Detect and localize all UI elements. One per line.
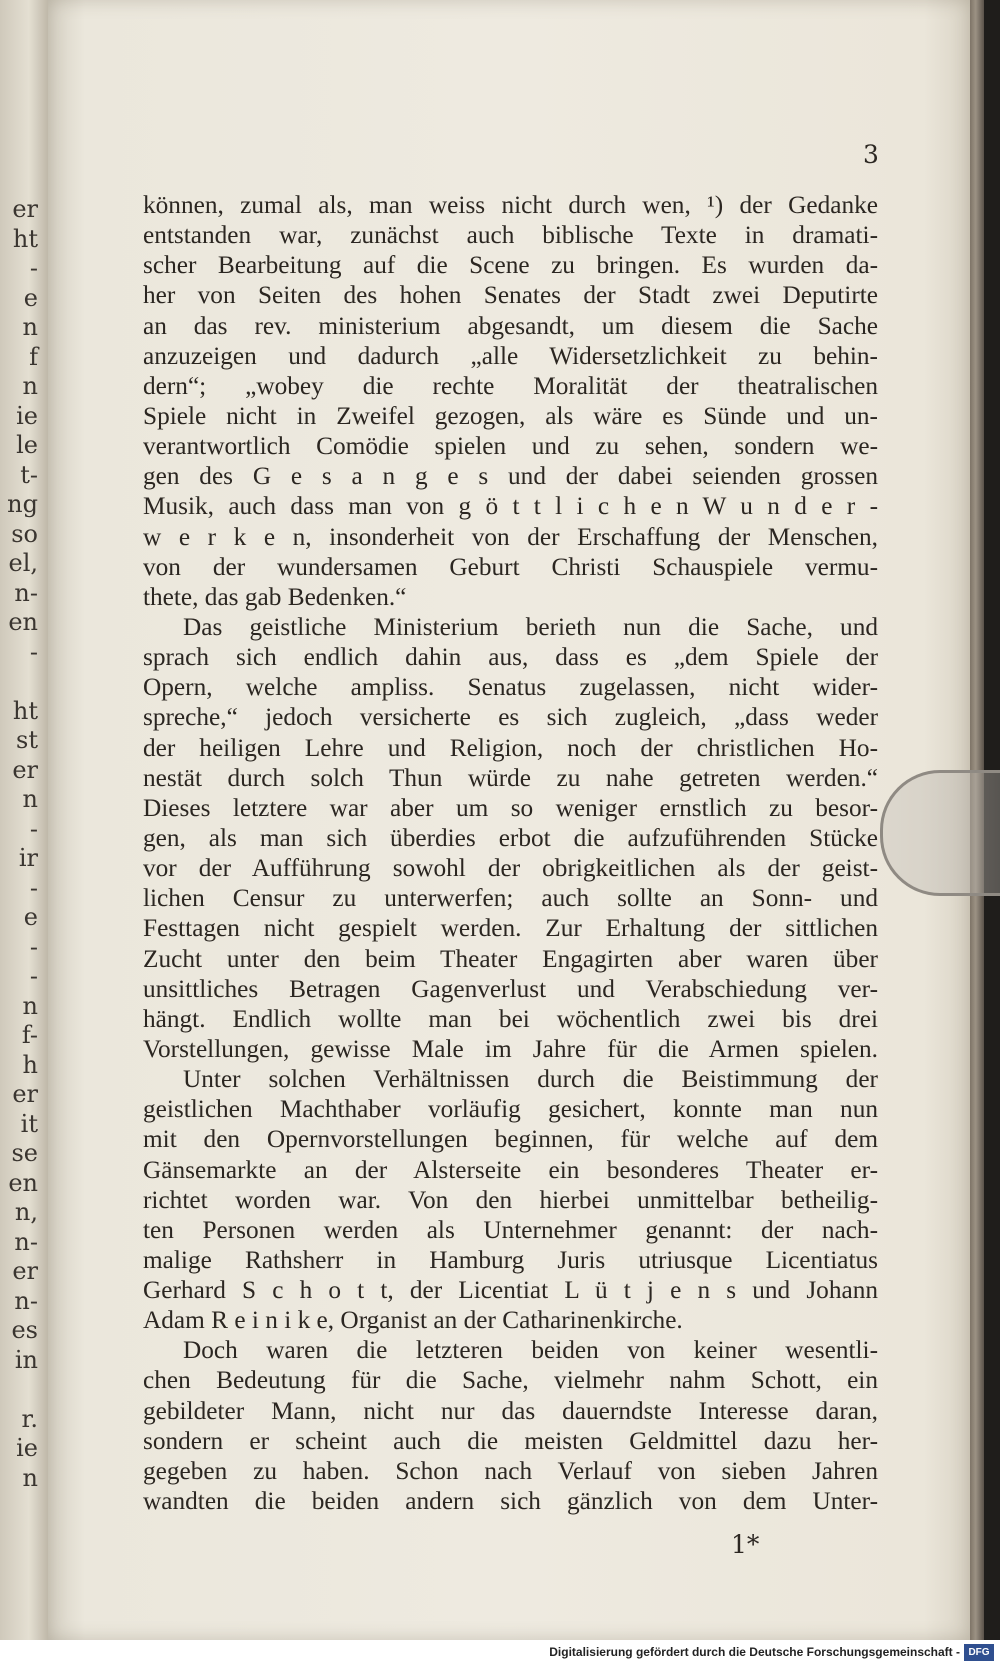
body-text: [143, 190, 878, 1516]
left-page-fragment: it: [20, 1109, 38, 1138]
text-line: hängt. Endlich wollte man bei wöchentlich zwei bis drei: [143, 1004, 878, 1033]
text-line: Opern, welche ampliss. Senatus zugelassen, nicht wider-: [143, 673, 878, 702]
text-line: Zucht unter den beim Theater Engagirten aber waren über: [143, 944, 878, 973]
text-line: Doch waren die letzteren beiden von keiner wesentli-: [183, 1336, 878, 1365]
left-page-fragment: so: [11, 519, 38, 548]
text-line: richtet worden war. Von den hierbei unmittelbar betheilig-: [143, 1185, 878, 1214]
left-page-fragment: f-: [21, 1021, 38, 1049]
text-line: Dieses letztere war aber um so weniger ernstlich zu besor-: [143, 793, 878, 822]
left-page-fragment: r.: [21, 1404, 38, 1433]
left-page-fragment: -: [29, 637, 38, 666]
left-page-fragment: -: [29, 873, 38, 902]
text-line: lichen Censur zu unterwerfen; auch sollte an Sonn- und: [143, 884, 878, 913]
left-page-fragment: -: [29, 814, 38, 843]
text-line: Gänsemarkte an der Alsterseite ein besonderes Theater er-: [143, 1155, 878, 1184]
left-page-fragment: en: [8, 1168, 38, 1197]
text-line: thete, das gab Bedenken.“: [143, 582, 407, 611]
left-page-fragment: h: [22, 1050, 38, 1079]
left-page-fragment: n-: [14, 1286, 38, 1315]
text-line: Festtagen nicht gespielt werden. Zur Erhaltung der sittlichen: [143, 914, 878, 943]
text-line: an das rev. ministerium abgesandt, um diesem die Sache: [143, 311, 878, 340]
left-page-fragment: er: [12, 1080, 38, 1108]
text-line: wandten die beiden andern sich gänzlich von dem Unter-: [143, 1487, 878, 1516]
left-page-fragment: ir: [18, 844, 38, 872]
text-line: entstanden war, zunächst auch biblische Texte in dramati-: [143, 221, 878, 250]
left-page-fragment: e: [23, 903, 38, 931]
page-clip: [880, 770, 1000, 896]
left-page-fragment: n-: [14, 1227, 38, 1256]
left-page-fragment: n-: [14, 578, 38, 607]
left-page-fragment: st: [16, 726, 38, 754]
left-page-fragment: n: [22, 991, 38, 1020]
footer-credit: Digitalisierung gefördert durch die Deutsche Forschungsgemeinschaft -: [549, 1645, 960, 1659]
dfg-logo: DFG: [964, 1644, 994, 1661]
left-page-fragment: ie: [16, 1434, 38, 1462]
text-line: Spiele nicht in Zweifel gezogen, als wäre es Sünde und un-: [143, 401, 878, 430]
book-page: [48, 0, 970, 1640]
text-line: ten Personen werden als Unternehmer genannt: der nach-: [143, 1215, 878, 1244]
left-page-fragment: le: [16, 431, 38, 459]
left-page-fragment: en: [8, 608, 38, 636]
left-page-fragment: n: [22, 1463, 38, 1492]
text-line: gen, als man sich überdies erbot die aufzuführenden Stücke: [143, 823, 878, 852]
text-line: Adam R e i n i k e, Organist an der Catharinenkirche.: [143, 1306, 683, 1335]
text-line: von der wundersamen Geburt Christi Schauspiele vermu-: [143, 552, 878, 581]
left-page-fragment: er: [12, 755, 38, 784]
text-line: scher Bearbeitung auf die Scene zu bringen. Es wurden da-: [143, 251, 878, 280]
text-line: w e r k e n, insonderheit von der Erschaffung der Menschen,: [143, 522, 878, 551]
left-page-fragment: ht: [12, 224, 38, 253]
left-page-fragment: es: [11, 1316, 38, 1344]
left-page-fragment: n: [22, 372, 38, 400]
text-line: her von Seiten des hohen Senates der Stadt zwei Deputirte: [143, 281, 878, 310]
left-page-fragment: f: [29, 342, 38, 371]
left-page-fragment: ie: [16, 401, 38, 430]
text-line: können, zumal als, man weiss nicht durch wen, ¹) der Gedanke: [143, 191, 878, 219]
left-page-fragment: n: [22, 785, 38, 813]
left-page-fragment: el,: [8, 549, 38, 577]
page-number: 3: [863, 140, 879, 169]
text-line: gebildeter Mann, nicht nur das dauerndste Interesse daran,: [143, 1396, 878, 1425]
text-line: chen Bedeutung für die Sache, vielmehr nahm Schott, ein: [143, 1366, 878, 1395]
text-line: dern“; „wobey die rechte Moralität der theatralischen: [143, 371, 878, 400]
text-line: gen des G e s a n g e s und der dabei seienden grossen: [143, 462, 878, 491]
text-line: verantwortlich Comödie spielen und zu sehen, sondern we-: [143, 432, 878, 461]
text-line: Musik, auch dass man von g ö t t l i c h e n W u n d e r -: [143, 492, 878, 521]
left-page-text-fragments: [0, 195, 46, 1493]
text-line: mit den Opernvorstellungen beginnen, für welche auf dem: [143, 1125, 878, 1154]
text-line: der heiligen Lehre und Religion, noch der christlichen Ho-: [143, 733, 878, 762]
text-line: Das geistliche Ministerium berieth nun die Sache, und: [183, 612, 878, 641]
left-page-edge: [0, 0, 48, 1640]
text-line: spreche,“ jedoch versicherte es sich zugleich, „dass weder: [143, 703, 878, 732]
left-page-fragment: t-: [20, 460, 38, 489]
left-page-fragment: -: [29, 254, 38, 282]
text-line: vor der Aufführung sowohl der obrigkeitlichen als der geist-: [143, 854, 878, 883]
left-page-fragment: n: [22, 313, 38, 341]
left-page-fragment: n,: [14, 1198, 38, 1226]
text-line: Unter solchen Verhältnissen durch die Beistimmung der: [183, 1065, 878, 1094]
signature-mark: 1*: [731, 1530, 760, 1559]
text-line: nestät durch solch Thun würde zu nahe getreten werden.“: [143, 763, 878, 792]
left-page-fragment: -: [29, 932, 38, 961]
text-line: sprach sich endlich dahin aus, dass es „dem Spiele der: [143, 643, 878, 672]
left-page-fragment: in: [14, 1345, 38, 1374]
left-page-fragment: ng: [7, 490, 38, 518]
left-page-fragment: [0, 1375, 46, 1405]
text-line: Vorstellungen, gewisse Male im Jahre für die Armen spielen.: [143, 1034, 878, 1063]
text-line: malige Rathsherr in Hamburg Juris utriusque Licentiatus: [143, 1245, 878, 1274]
left-page-fragment: -: [29, 962, 38, 990]
text-line: gegeben zu haben. Schon nach Verlauf von sieben Jahren: [143, 1456, 878, 1485]
left-page-fragment: er: [12, 195, 38, 223]
text-line: anzuzeigen und dadurch „alle Widersetzlichkeit zu behin-: [143, 341, 878, 370]
text-line: unsittliches Betragen Gagenverlust und Verabschiedung ver-: [143, 974, 878, 1003]
text-line: Gerhard S c h o t t, der Licentiat L ü t j e n s und Johann: [143, 1276, 878, 1305]
left-page-fragment: e: [23, 283, 38, 312]
left-page-fragment: ht: [12, 696, 38, 725]
left-page-fragment: er: [12, 1257, 38, 1285]
digitization-footer: [0, 1640, 1000, 1668]
text-line: geistlichen Machthaber vorläufig gesichert, konnte man nun: [143, 1095, 878, 1124]
left-page-fragment: se: [11, 1139, 38, 1167]
text-line: sondern er scheint auch die meisten Geldmittel dazu her-: [143, 1426, 878, 1455]
left-page-fragment: [0, 667, 46, 697]
